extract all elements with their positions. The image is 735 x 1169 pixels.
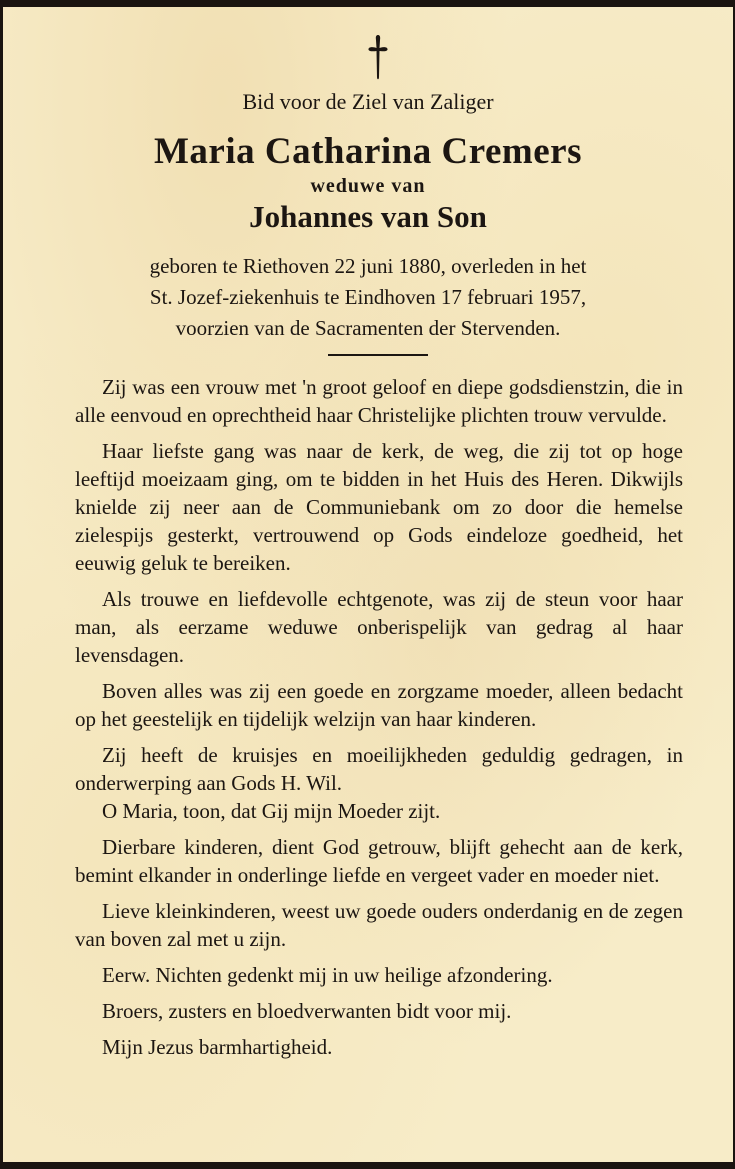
- paragraph: Haar liefste gang was naar de kerk, de weg, die zij tot op hoge leeftijd moeizaam ging, om te bidden in het Huis des Heren. Dikwijls knielde zij neer aan de Communiebank om zo door die hemelse zielespijs gesterkt, vertrouwend op Gods eindeloze goedheid, het eeuwig geluk te bereiken.: [75, 439, 683, 575]
- bio-line: geboren te Riethoven 22 juni 1880, overleden in het: [149, 254, 587, 278]
- intro-text: Bid voor de Ziel van Zaliger: [242, 89, 494, 114]
- memorial-text: [75, 373, 683, 1069]
- relation-text: weduwe van: [310, 175, 426, 197]
- paragraph: Dierbare kinderen, dient God getrouw, blijft gehecht aan de kerk, bemint elkander in onderlinge liefde en vergeet vader en moeder niet.: [75, 835, 683, 887]
- cross-icon: [367, 33, 389, 83]
- biography: [3, 251, 733, 344]
- paragraph: Lieve kleinkinderen, weest uw goede ouders onderdanig en de zegen van boven zal met u zijn.: [75, 899, 683, 951]
- closing-prayer: Mijn Jezus barmhartigheid.: [102, 1035, 333, 1059]
- deceased-name: Maria Catharina Cremers: [154, 131, 582, 172]
- paragraph: Broers, zusters en bloedverwanten bidt voor mij.: [102, 999, 512, 1023]
- bio-line: voorzien van de Sacramenten der Stervenden.: [175, 316, 561, 340]
- paragraph: Als trouwe en liefdevolle echtgenote, was zij de steun voor haar man, als eerzame weduwe onberispelijk van gedrag al haar levensdagen.: [75, 587, 683, 667]
- paragraph: Eerw. Nichten gedenkt mij in uw heilige afzondering.: [102, 963, 553, 987]
- memorial-card: [3, 7, 733, 1162]
- paragraph: Boven alles was zij een goede en zorgzame moeder, alleen bedacht op het geestelijk en tijdelijk welzijn van haar kinderen.: [75, 679, 683, 731]
- divider: [328, 354, 428, 356]
- prayer-line: O Maria, toon, dat Gij mijn Moeder zijt.: [102, 799, 441, 823]
- husband-name: Johannes van Son: [249, 199, 487, 234]
- bio-line: St. Jozef-ziekenhuis te Eindhoven 17 februari 1957,: [149, 285, 587, 309]
- paragraph: Zij was een vrouw met 'n groot geloof en diepe godsdienstzin, die in alle eenvoud en oprechtheid haar Christelijke plichten trouw vervulde.: [75, 375, 683, 427]
- paragraph: Zij heeft de kruisjes en moeilijkheden geduldig gedragen, in onderwerping aan Gods H. Wil.: [75, 743, 683, 795]
